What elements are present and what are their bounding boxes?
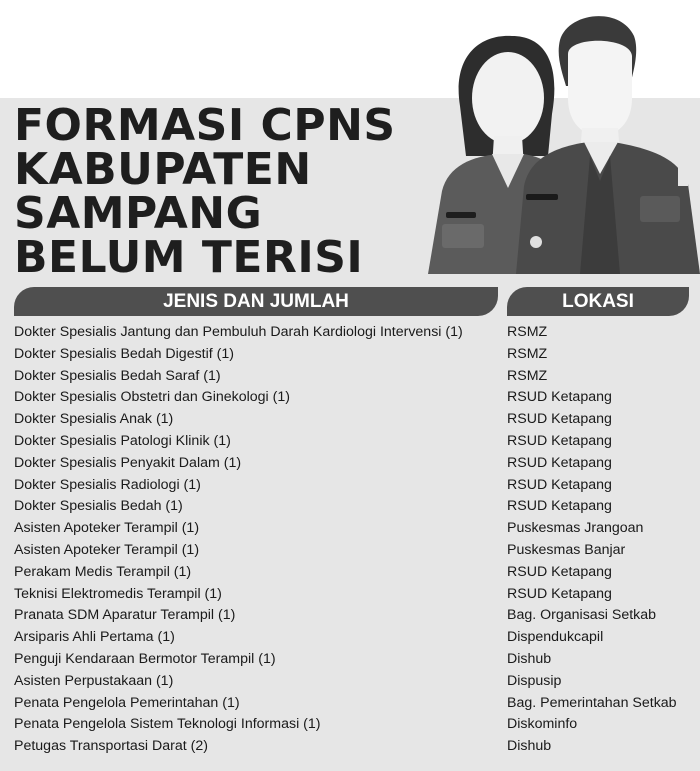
jenis-cell: Dokter Spesialis Obstetri dan Ginekologi (1) (14, 389, 290, 406)
lokasi-cell: RSMZ (507, 345, 548, 362)
title-line-1: FORMASI CPNS (14, 100, 396, 151)
jenis-cell: Perakam Medis Terampil (1) (14, 563, 192, 580)
table-row (0, 584, 700, 606)
title-line-3: SAMPANG (14, 188, 263, 239)
jenis-cell: Dokter Spesialis Jantung dan Pembuluh Darah Kardiologi Intervensi (1) (14, 324, 463, 340)
jenis-cell: Pranata SDM Aparatur Terampil (1) (14, 607, 236, 624)
jenis-cell: Dokter Spesialis Patologi Klinik (1) (14, 432, 231, 449)
jenis-cell: Asisten Apoteker Terampil (1) (14, 520, 200, 537)
page-title (14, 100, 396, 283)
title-line-2: KABUPATEN (14, 144, 312, 195)
table-row (0, 409, 700, 431)
jenis-cell: Dokter Spesialis Penyakit Dalam (1) (14, 454, 242, 471)
table-row (0, 714, 700, 736)
lokasi-cell: RSUD Ketapang (507, 585, 612, 602)
table-row (0, 671, 700, 693)
lokasi-cell: RSUD Ketapang (507, 498, 612, 515)
table-row (0, 518, 700, 540)
table-row (0, 475, 700, 497)
jenis-cell: Dokter Spesialis Radiologi (1) (14, 476, 201, 493)
jenis-cell: Penata Pengelola Pemerintahan (1) (14, 694, 240, 711)
jenis-cell: Dokter Spesialis Bedah Saraf (1) (14, 367, 221, 384)
table-row (0, 605, 700, 627)
jenis-cell: Teknisi Elektromedis Terampil (1) (14, 585, 222, 602)
table-row (0, 453, 700, 475)
civil-servants-silhouette-icon (420, 6, 700, 274)
table-row (0, 387, 700, 409)
table-row (0, 344, 700, 366)
header-jenis-dan-jumlah: JENIS DAN JUMLAH (14, 287, 498, 316)
jenis-cell: Petugas Transportasi Darat (2) (14, 738, 208, 755)
jenis-cell: Penguji Kendaraan Bermotor Terampil (1) (14, 650, 276, 667)
formation-list (0, 322, 700, 758)
header-lokasi: LOKASI (507, 287, 689, 316)
jenis-cell: Asisten Perpustakaan (1) (14, 672, 174, 689)
lokasi-cell: RSUD Ketapang (507, 563, 612, 580)
lokasi-cell: RSUD Ketapang (507, 389, 612, 406)
jenis-cell: Dokter Spesialis Anak (1) (14, 411, 174, 428)
lokasi-cell: Puskesmas Jrangoan (507, 520, 644, 537)
lokasi-cell: Dispusip (507, 672, 562, 689)
lokasi-cell: RSUD Ketapang (507, 432, 612, 449)
lokasi-cell: Dispendukcapil (507, 629, 604, 646)
jenis-cell: Asisten Apoteker Terampil (1) (14, 541, 200, 558)
table-row (0, 562, 700, 584)
jenis-cell: Arsiparis Ahli Pertama (1) (14, 629, 175, 646)
table-row (0, 627, 700, 649)
jenis-cell: Dokter Spesialis Bedah (1) (14, 498, 183, 515)
table-row (0, 496, 700, 518)
lokasi-cell: RSUD Ketapang (507, 476, 612, 493)
jenis-cell: Dokter Spesialis Bedah Digestif (1) (14, 345, 235, 362)
lokasi-cell: RSUD Ketapang (507, 454, 612, 471)
lokasi-cell: Dishub (507, 738, 552, 755)
lokasi-cell: RSMZ (507, 324, 548, 340)
title-line-4: BELUM TERISI (14, 232, 364, 283)
lokasi-cell: Bag. Organisasi Setkab (507, 607, 657, 624)
lokasi-cell: Diskominfo (507, 716, 578, 733)
jenis-cell: Penata Pengelola Sistem Teknologi Informasi (1) (14, 716, 321, 733)
lokasi-cell: RSUD Ketapang (507, 411, 612, 428)
lokasi-cell: Bag. Pemerintahan Setkab (507, 694, 677, 711)
table-row (0, 431, 700, 453)
table-row (0, 540, 700, 562)
lokasi-cell: Dishub (507, 650, 552, 667)
table-row (0, 736, 700, 758)
lokasi-cell: Puskesmas Banjar (507, 541, 626, 558)
table-row (0, 322, 700, 344)
table-row (0, 366, 700, 388)
table-row (0, 649, 700, 671)
lokasi-cell: RSMZ (507, 367, 548, 384)
table-row (0, 693, 700, 715)
